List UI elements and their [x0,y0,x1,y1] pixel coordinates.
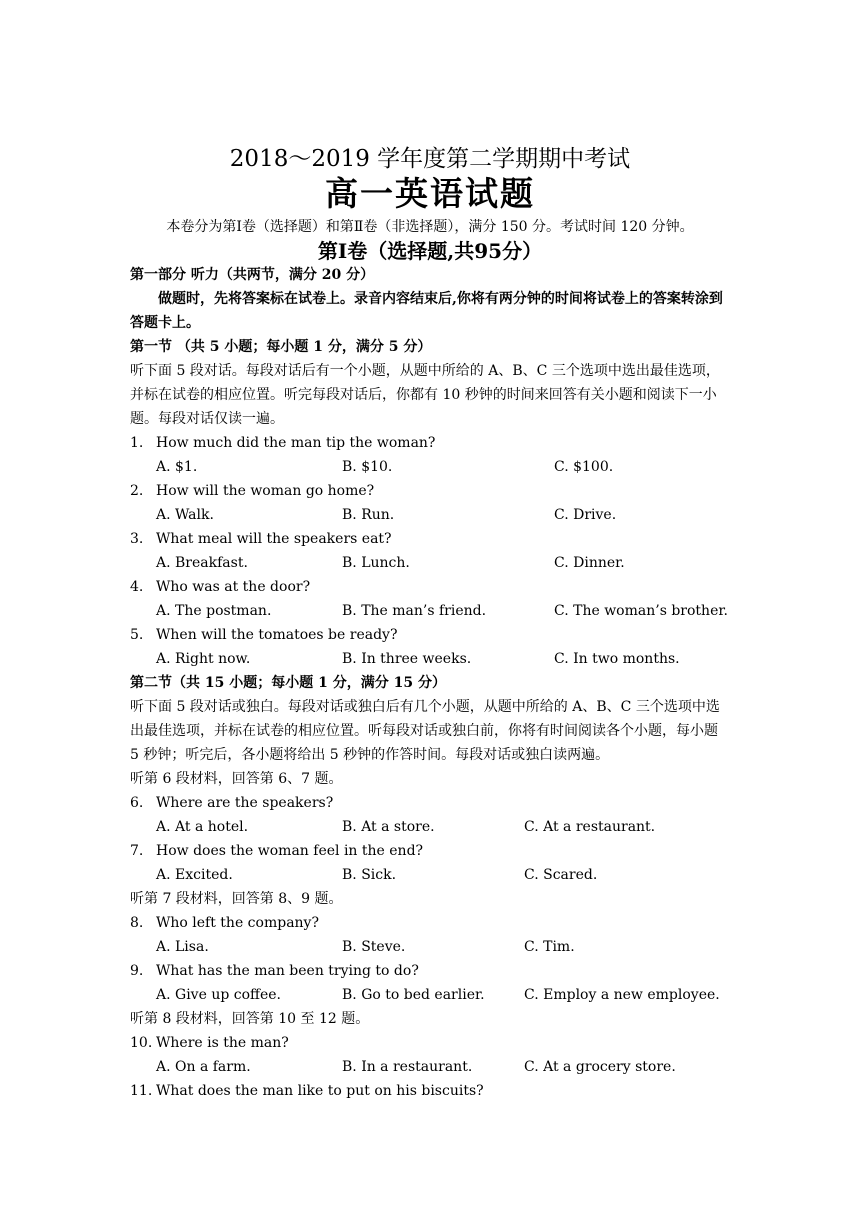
exam-content [130,263,730,1103]
exam-title: 高一英语试题 [325,174,535,213]
question-2-options [130,503,730,527]
section1-instruction: 听下面 5 段对话。每段对话后有一个小题，从题中所给的 A、B、C 三个选项中选出最佳选项，并标在试卷的相应位置。听完每段对话后，你都有 10 秒钟的时间来回答有关小题和阅读下一小题。每段对话仅读一遍。 [130,363,720,427]
section2-instruction: 听下面 5 段对话或独白。每段对话或独白后有几个小题，从题中所给的 A、B、C 三个选项中选出最佳选项，并标在试卷的相应位置。听每段对话或独白前，你将有时间阅读各个小题，每小题 5 秒钟；听完后，各小题将给出 5 秒钟的作答时间。每段对话或独白读两遍。 [130,699,720,763]
question-3-options [130,551,730,575]
option-b: B. Go to bed earlier. [342,987,485,1003]
question-text: What meal will the speakers eat? [156,531,392,547]
material-8-note: 听第 8 段材料，回答第 10 至 12 题。 [130,1011,370,1027]
question-5 [130,623,730,647]
question-number: 4. [130,579,144,595]
question-6-options [130,815,730,839]
option-b: B. Lunch. [342,555,410,571]
option-c: C. The woman’s brother. [554,603,728,619]
question-number: 10. [130,1035,153,1051]
question-number: 2. [130,483,144,499]
option-a: A. At a hotel. [156,819,249,835]
question-10-options [130,1055,730,1079]
question-number: 3. [130,531,144,547]
question-number: 7. [130,843,144,859]
question-number: 6. [130,795,144,811]
question-8-options [130,935,730,959]
question-3 [130,527,730,551]
question-4-options [130,599,730,623]
volume-title: 第Ⅰ卷（选择题,共95分） [317,239,543,263]
question-text: Where is the man? [156,1035,289,1051]
question-11 [130,1079,730,1103]
question-text: Where are the speakers? [156,795,334,811]
option-b: B. $10. [342,459,393,475]
option-a: A. Breakfast. [156,555,248,571]
part1-heading: 第一部分 听力（共两节，满分 20 分） [130,267,375,283]
option-b: B. Run. [342,507,395,523]
year-title: 2018～2019 学年度第二学期期中考试 [229,146,631,172]
material-7-note: 听第 7 段材料，回答第 8、9 题。 [130,891,343,907]
question-6 [130,791,730,815]
option-b: B. In three weeks. [342,651,472,667]
option-a: A. On a farm. [156,1059,251,1075]
exam-intro: 本卷分为第Ⅰ卷（选择题）和第Ⅱ卷（非选择题），满分 150 分。考试时间 120 分钟。 [166,219,694,235]
question-text: What does the man like to put on his biscuits? [156,1083,484,1099]
option-a: A. Excited. [156,867,233,883]
question-text: Who left the company? [156,915,319,931]
question-number: 1. [130,435,144,451]
question-7-options [130,863,730,887]
question-text: How will the woman go home? [156,483,375,499]
option-c: C. Tim. [524,939,575,955]
option-b: B. Sick. [342,867,397,883]
option-a: A. Give up coffee. [156,987,281,1003]
option-a: A. Right now. [156,651,251,667]
option-a: A. $1. [156,459,198,475]
option-b: B. In a restaurant. [342,1059,473,1075]
option-c: C. In two months. [554,651,680,667]
question-10 [130,1031,730,1055]
question-2 [130,479,730,503]
option-b: B. At a store. [342,819,435,835]
question-text: How much did the man tip the woman? [156,435,436,451]
question-number: 5. [130,627,144,643]
question-text: Who was at the door? [156,579,311,595]
question-number: 9. [130,963,144,979]
section1-heading: 第一节 （共 5 小题；每小题 1 分，满分 5 分） [130,339,432,355]
option-c: C. Drive. [554,507,617,523]
question-8 [130,911,730,935]
question-text: When will the tomatoes be ready? [156,627,398,643]
option-a: A. Walk. [156,507,214,523]
question-number: 8. [130,915,144,931]
option-c: C. Employ a new employee. [524,987,720,1003]
option-c: C. $100. [554,459,614,475]
material-6-note: 听第 6 段材料，回答第 6、7 题。 [130,771,343,787]
option-b: B. Steve. [342,939,406,955]
question-1-options [130,455,730,479]
option-b: B. The man’s friend. [342,603,487,619]
question-7 [130,839,730,863]
option-c: C. At a grocery store. [524,1059,676,1075]
question-1 [130,431,730,455]
question-9 [130,959,730,983]
question-4 [130,575,730,599]
option-a: A. The postman. [156,603,272,619]
option-c: C. Scared. [524,867,598,883]
option-c: C. Dinner. [554,555,625,571]
section2-heading: 第二节（共 15 小题；每小题 1 分，满分 15 分） [130,675,446,691]
question-text: How does the woman feel in the end? [156,843,424,859]
question-number: 11. [130,1083,153,1099]
part1-instruction: 做题时，先将答案标在试卷上。录音内容结束后,你将有两分钟的时间将试卷上的答案转涂到答题卡上。 [130,291,723,331]
question-text: What has the man been trying to do? [156,963,419,979]
question-9-options [130,983,730,1007]
question-5-options [130,647,730,671]
option-a: A. Lisa. [156,939,209,955]
option-c: C. At a restaurant. [524,819,656,835]
